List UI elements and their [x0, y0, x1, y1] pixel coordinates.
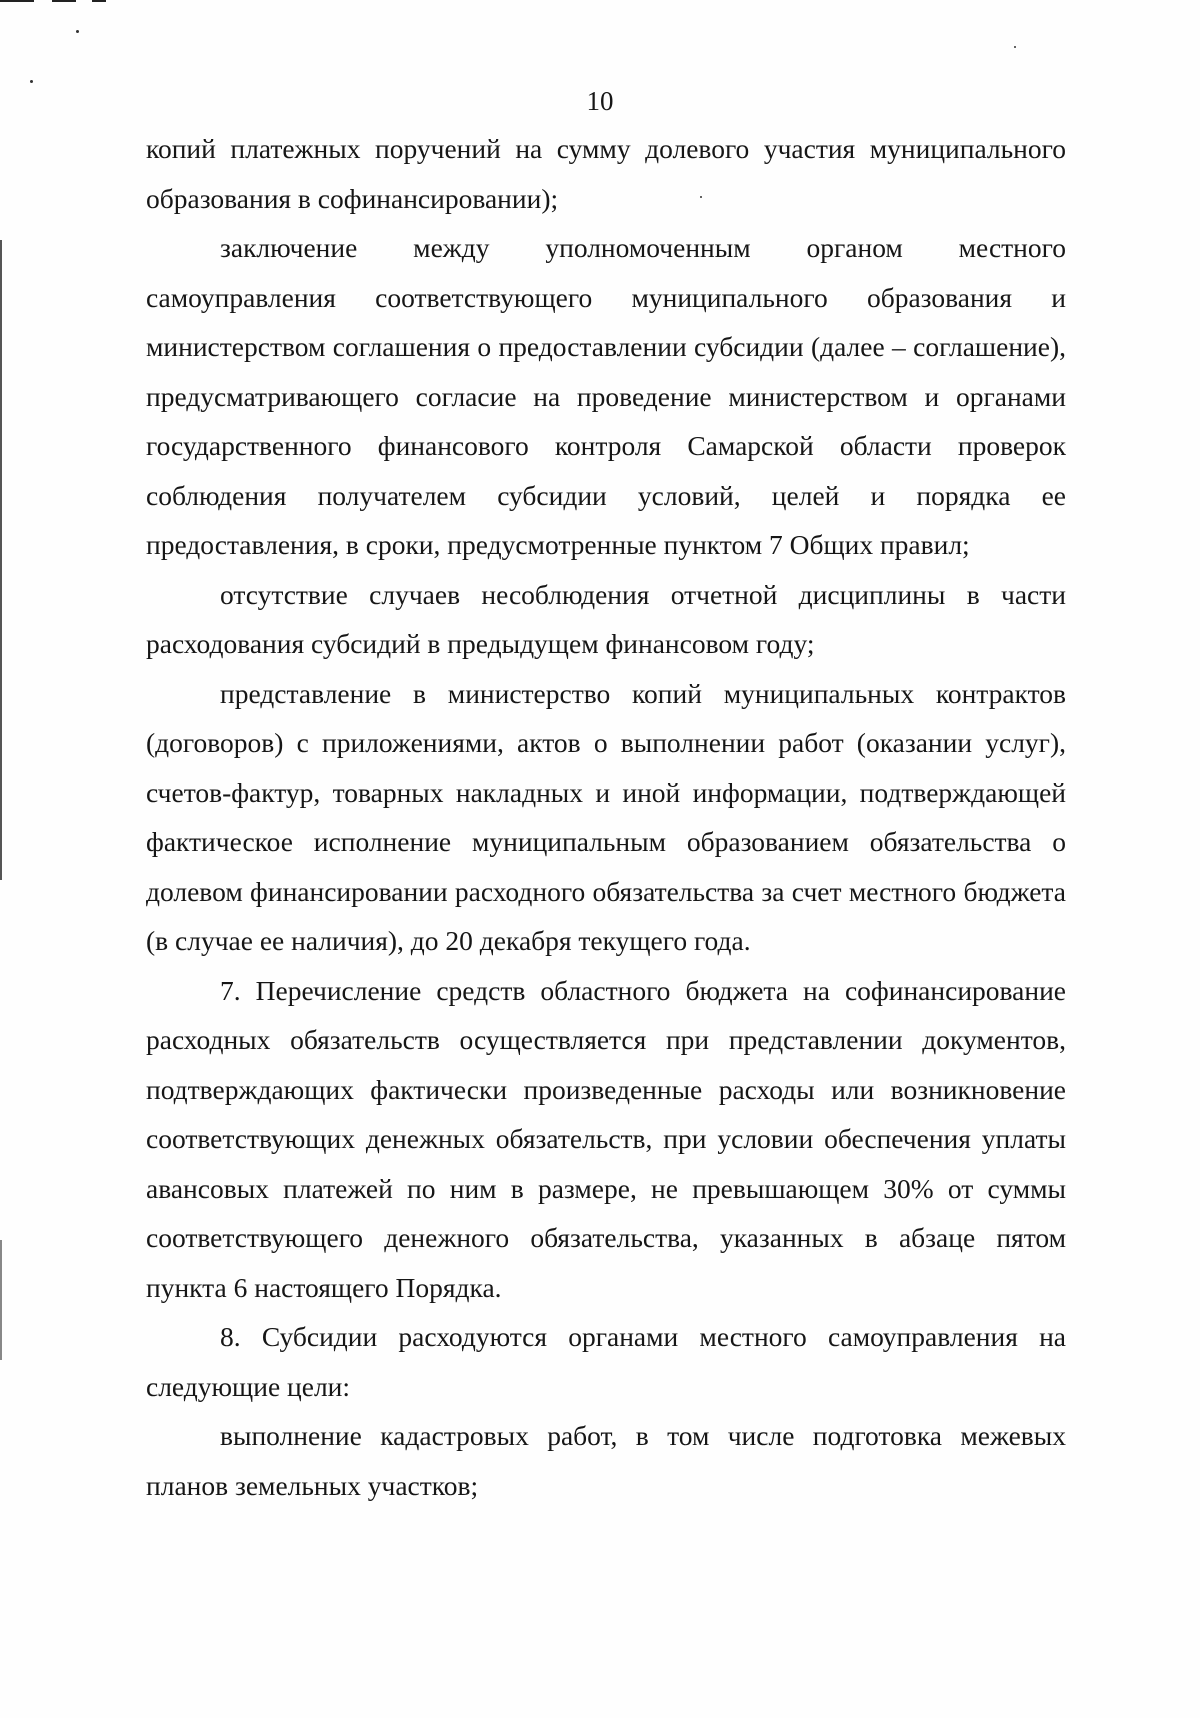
paragraph: заключение между уполномоченным органом местного самоуправления соответствующего муниципального образования и министерством соглашения о предоставлении субсидии (далее – соглашение), предусматривающего согласие на проведение министерством и органами государственного финансового контроля Самарской области проверок соблюдения получателем субсидии условий, целей и порядка ее предоставления, в сроки, предусмотренные пунктом 7 Общих правил;: [146, 232, 1066, 560]
paragraph: отсутствие случаев несоблюдения отчетной дисциплины в части расходования субсидий в предыдущем финансовом году;: [146, 578, 1066, 659]
page-number: 10: [586, 86, 614, 116]
scan-speck: [30, 80, 33, 83]
document-body: [146, 124, 1066, 1510]
paragraph: 8. Субсидии расходуются органами местного самоуправления на следующие цели:: [146, 1321, 1066, 1402]
paragraph: представление в министерство копий муниципальных контрактов (договоров) с приложениями, актов о выполнении работ (оказании услуг), счетов-фактур, товарных накладных и иной информации, подтверждающей фактическое исполнение муниципальным образованием обязательства о долевом финансировании расходного обязательства за счет местного бюджета (в случае ее наличия), до 20 декабря текущего года.: [146, 677, 1066, 956]
scan-edge-mark: [0, 0, 34, 2]
paragraph: копий платежных поручений на сумму долевого участия муниципального образования в софинансировании);: [146, 133, 1066, 214]
paragraph: 7. Перечисление средств областного бюджета на софинансирование расходных обязательств осуществляется при представлении документов, подтверждающих фактически произведенные расходы или возникновение соответствующих денежных обязательств, при условии обеспечения уплаты авансовых платежей по ним в размере, не превышающем 30% от суммы соответствующего денежного обязательства, указанных в абзаце пятом пункта 6 настоящего Порядка.: [146, 974, 1066, 1303]
scan-edge-mark: [52, 0, 76, 2]
scan-edge-mark: [0, 240, 2, 880]
scan-edge-mark: [92, 0, 106, 2]
paragraph: выполнение кадастровых работ, в том числе подготовка межевых планов земельных участков;: [146, 1420, 1066, 1501]
scan-edge-mark: [0, 1240, 2, 1360]
scan-speck: [1014, 46, 1016, 48]
scan-speck: [76, 30, 79, 33]
